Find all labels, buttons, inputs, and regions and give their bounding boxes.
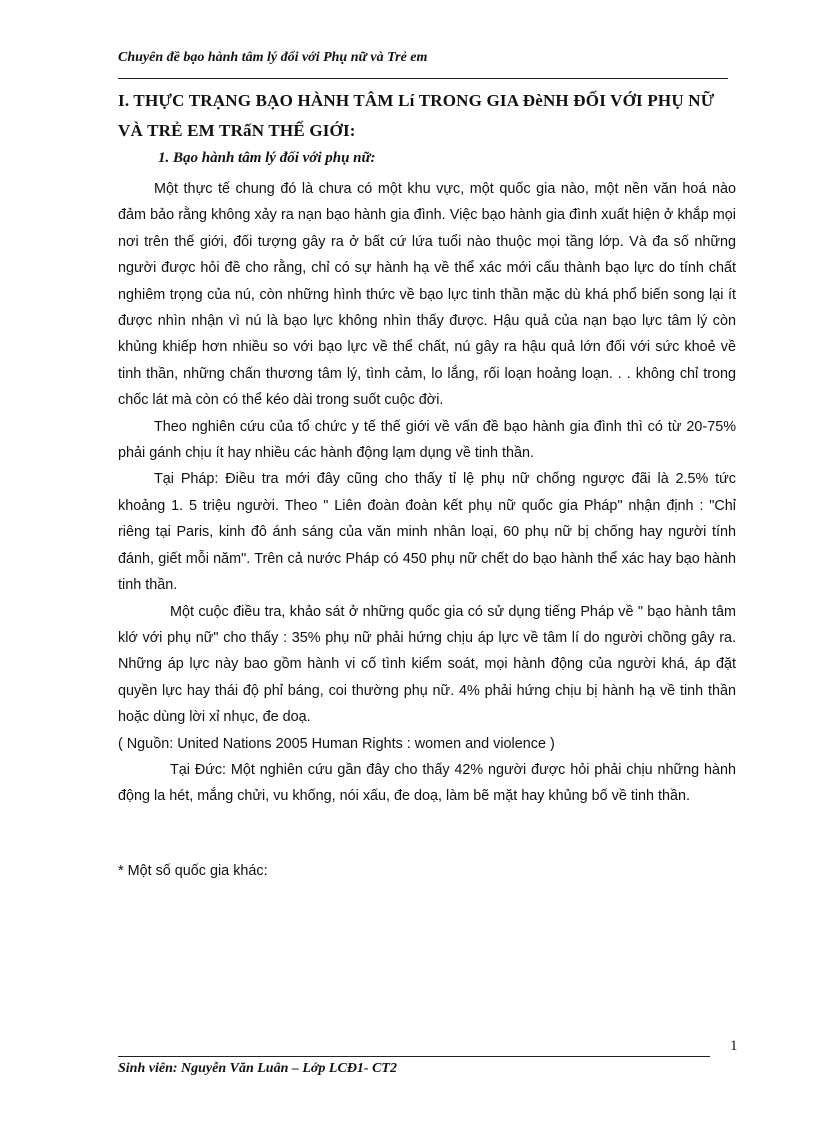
page-header: Chuyên đề bạo hành tâm lý đối với Phụ nữ và Trẻ em: [118, 50, 428, 65]
body-text: [118, 176, 736, 884]
section-title: I. THỰC TRẠNG BẠO HÀNH TÂM Lí TRONG GIA ĐèNH ĐỐI VỚI PHỤ NỮ VÀ TRẺ EM TRấN THẾ GIỚI:: [118, 91, 715, 140]
paragraph-francophone-survey: Một cuộc điều tra, khảo sát ở những quốc gia có sử dụng tiếng Pháp về " bạo hành tâm klớ với phụ nữ" cho thấy : 35% phụ nữ phải hứng chịu áp lực về tâm lí do người chồng gây ra. Những áp lực này bao gồm hành vi cố tình kiểm soát, mọi hành động của người khá, áp đặt quyền lực hay thái độ phỉ báng, coi thường phụ nữ. 4% phải hứng chịu bị hành hạ về tinh thần hoặc dùng lời xỉ nhục, đe doạ.: [118, 603, 736, 726]
page-number: 1: [730, 1038, 738, 1054]
footer-divider: [118, 1056, 710, 1057]
subheading: 1. Bạo hành tâm lý đối với phụ nữ:: [158, 150, 376, 166]
paragraph-who-research: Theo nghiên cứu của tổ chức y tế thế giới về vấn đề bạo hành gia đình thì có từ 20-75% phải gánh chịu ít hay nhiều các hành động lạm dụng về tinh thần.: [118, 418, 736, 462]
paragraph-germany: Tại Đức: Một nghiên cứu gần đây cho thấy 42% người được hỏi phải chịu những hành động la hét, mắng chửi, vu khống, nói xấu, đe doạ, làm bẽ mặt hay khủng bố về tinh thần.: [118, 761, 736, 805]
header-divider: [118, 78, 728, 79]
page-footer: Sinh viên: Nguyễn Văn Luân – Lớp LCĐ1- CT2: [118, 1061, 397, 1076]
paragraph-other-countries: * Một số quốc gia khác:: [118, 862, 268, 879]
paragraph-france: Tại Pháp: Điều tra mới đây cũng cho thấy tỉ lệ phụ nữ chống ngược đãi là 2.5% tức khoảng 1. 5 triệu người. Theo " Liên đoàn đoàn kết phụ nữ quốc gia Pháp" nhận định : "Chỉ riêng tại Paris, kinh đô ánh sáng của văn minh nhân loại, 60 phụ nữ bị chống hay người tính đánh, giết mỗi năm". Trên cả nước Pháp có 450 phụ nữ chết do bạo hành thể xác hay bạo hành tinh thần.: [118, 471, 736, 594]
paragraph-intro: Một thực tế chung đó là chưa có một khu vực, một quốc gia nào, một nền văn hoá nào đảm bảo rằng không xảy ra nạn bạo hành gia đình. Việc bạo hành gia đình xuất hiện ở khắp mọi nơi trên thế giới, đối tượng gây ra ở bất cứ lứa tuổi nào thuộc mọi tầng lớp. Và đa số những người được hỏi đề cho rằng, chỉ có sự hành hạ về thể xác mới cấu thành bạo lực do tính chất nghiêm trọng của nú, còn những hình thức về bạo lực tinh thần mặc dù khá phổ biến song lại ít được nhìn nhận vì nú là bạo lực không nhìn thấy được. Hậu quả của nạn bạo lực tâm lý còn khủng khiếp hơn nhiều so với bạo lực về thể chất, nú gây ra hậu quả lớn đối với sức khoẻ về tinh thần, những chấn thương tâm lý, tình cảm, lo lắng, rối loạn hoảng loạn. . . không chỉ trong chốc lát mà còn có thể kéo dài trong suốt cuộc đời.: [118, 181, 736, 409]
paragraph-source: ( Nguồn: United Nations 2005 Human Rights : women and violence ): [118, 735, 555, 752]
